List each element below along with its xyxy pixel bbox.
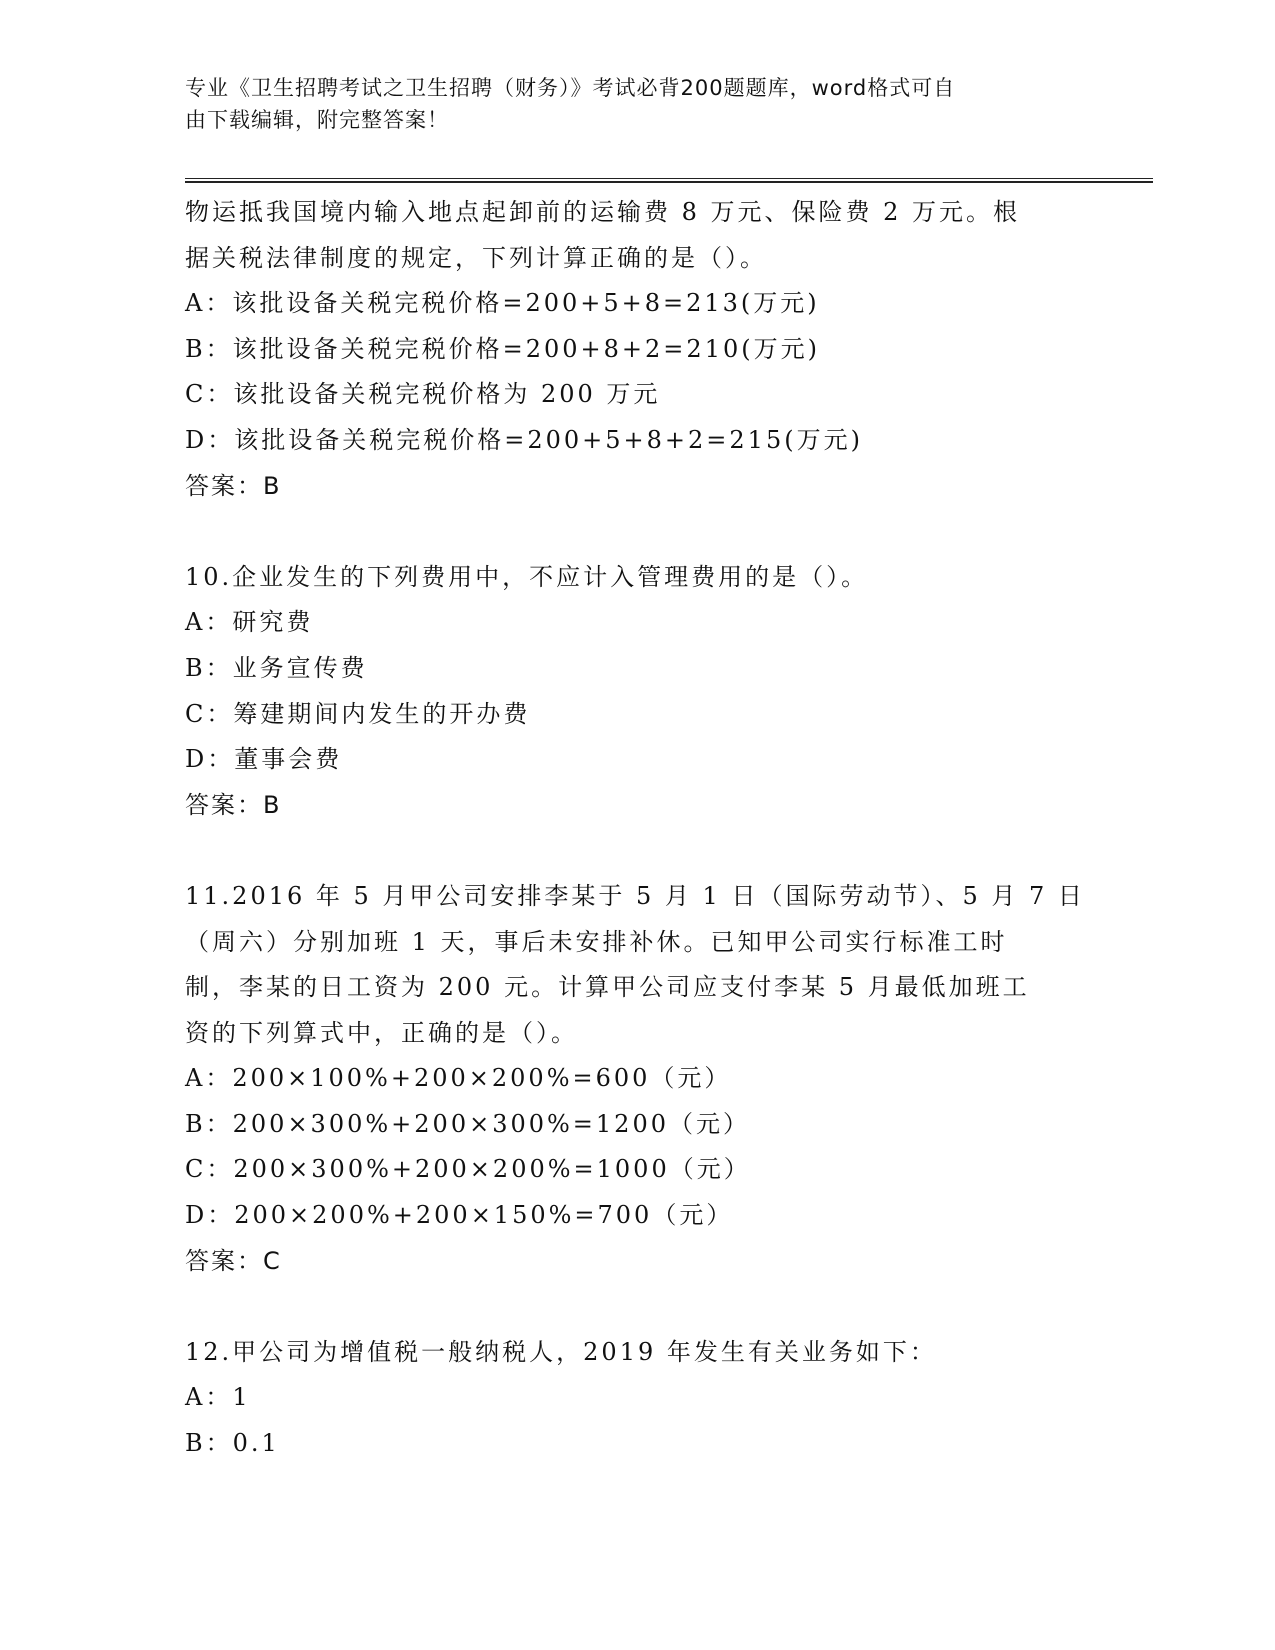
question-10-option-a: A：研究费 [185,608,314,637]
question-spacer [185,509,1065,555]
question-12-stem: 12.甲公司为增值税一般纳税人，2019 年发生有关业务如下： [185,1337,937,1366]
question-11-option-a: A：200×100%+200×200%=600（元） [185,1064,732,1093]
question-11-answer: 答案：C [185,1246,282,1275]
question-10 [185,555,1065,829]
question-10-option-b: B：业务宣传费 [185,653,368,682]
question-11-option-b: B：200×300%+200×300%=1200（元） [185,1109,750,1138]
question-10-option-d: D：董事会费 [185,745,343,774]
document-header [185,72,1065,136]
question-11-option-d: D：200×200%+200×150%=700（元） [185,1201,734,1230]
question-11-stem-line-4: 资的下列算式中，正确的是（）。 [185,1018,578,1047]
question-11-option-c: C：200×300%+200×200%=1000（元） [185,1155,751,1184]
question-10-stem: 10.企业发生的下列费用中，不应计入管理费用的是（）。 [185,562,869,591]
question-12-option-b: B：0.1 [185,1429,280,1458]
question-content [185,190,1085,1467]
question-9-option-d: D：该批设备关税完税价格=200+5+8+2=215(万元) [185,425,863,454]
question-spacer [185,1284,1065,1330]
header-divider-thin [185,178,1153,179]
question-12-option-a: A：1 [185,1383,251,1412]
question-spacer [185,828,1065,874]
question-11 [185,874,1085,1284]
question-9-option-a: A：该批设备关税完税价格=200+5+8=213(万元) [185,289,820,318]
question-9-stem-line-2: 据关税法律制度的规定，下列计算正确的是（）。 [185,243,767,272]
question-11-stem-line-1: 11.2016 年 5 月甲公司安排李某于 5 月 1 日（国际劳动节）、5 月 7 日 [185,881,1085,910]
question-9-stem-line-1: 物运抵我国境内输入地点起卸前的运输费 8 万元、保险费 2 万元。根 [185,198,1021,226]
question-9-option-c: C：该批设备关税完税价格为 200 万元 [185,380,661,409]
header-title-line-2: 由下载编辑，附完整答案！ [185,108,449,132]
question-9 [185,190,1065,509]
header-divider-thick [185,181,1153,183]
question-11-stem-line-3: 制，李某的日工资为 200 元。计算甲公司应支付李某 5 月最低加班工 [185,973,1030,1002]
question-10-answer: 答案：B [185,790,282,819]
question-10-option-c: C：筹建期间内发生的开办费 [185,699,531,728]
question-11-stem-line-2: （周六）分别加班 1 天，事后未安排补休。已知甲公司实行标准工时 [185,927,1008,956]
question-12 [185,1330,1065,1467]
question-9-answer: 答案：B [185,471,282,500]
header-title-line-1: 专业《卫生招聘考试之卫生招聘（财务）》考试必背200题题库，word格式可自 [185,76,956,100]
question-9-option-b: B：该批设备关税完税价格=200+8+2=210(万元) [185,334,820,363]
